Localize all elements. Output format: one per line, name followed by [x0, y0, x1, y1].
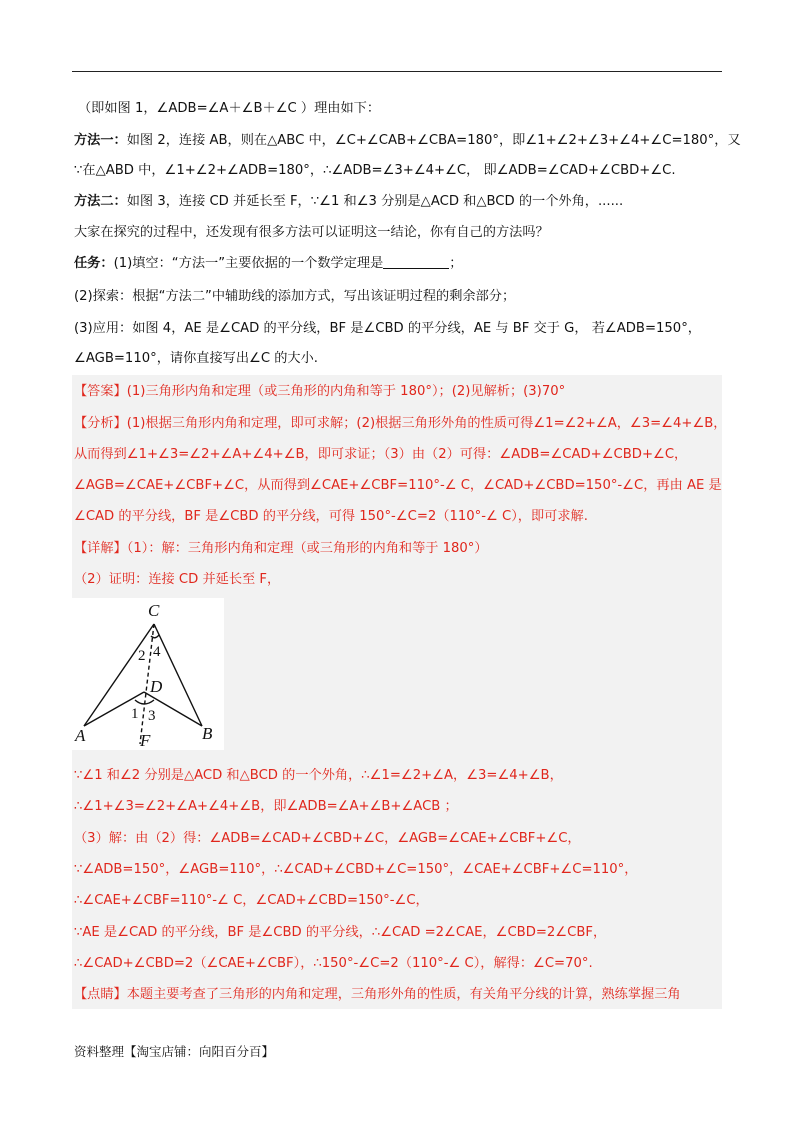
analysis-line-4: ∠CAD 的平分线，BF 是∠CBD 的平分线，可得 150°-∠C=2（110°-∠ C），即可求解. — [74, 509, 588, 524]
task-three-continued: ∠AGB=110°，请你直接写出∠C 的大小. — [74, 351, 318, 366]
task-two: (2)探索：根据“方法二”中辅助线的添加方式，写出该证明过程的剩余部分； — [74, 289, 516, 304]
answer-line — [74, 383, 724, 401]
task-three: (3)应用：如图 4，AE 是∠CAD 的平分线，BF 是∠CBD 的平分线，AE 与 BF 交于 G， 若∠ADB=150°， — [74, 321, 701, 336]
proof-line-5: ∴∠CAE+∠CBF=110°-∠ C，∠CAD+∠CBD=150°-∠C， — [74, 893, 429, 908]
problem-intro: （即如图 1，∠ADB=∠A＋∠B＋∠C ）理由如下： — [78, 101, 381, 116]
proof-line-2: ∴∠1+∠3=∠2+∠A+∠4+∠B，即∠ADB=∠A+∠B+∠ACB ； — [74, 799, 458, 814]
label-d: D — [150, 677, 163, 696]
label-f: F — [140, 731, 151, 750]
task-one — [74, 255, 724, 273]
answer-text: (1)三角形内角和定理（或三角形的内角和等于 180°）；(2)见解析；(3)70° — [126, 384, 566, 399]
detail-line-2: （2）证明：连接 CD 并延长至 F， — [74, 572, 281, 587]
analysis-line-2: 从而得到∠1+∠3=∠2+∠A+∠4+∠B，即可求证；（3）由（2）可得：∠ADB=∠CAD+∠CBD+∠C， — [74, 447, 688, 462]
remark-text: 本题主要考查了三角形的内角和定理，三角形外角的性质，有关角平分线的计算，熟练掌握三角 — [126, 987, 681, 1002]
method-two-text: 如图 3，连接 CD 并延长至 F，∵∠1 和∠3 分别是△ACD 和△BCD 的一个外角，...... — [126, 194, 624, 209]
detail-tag: 【详解】 — [74, 541, 127, 556]
analysis-line-1 — [74, 415, 727, 433]
answer-tag: 【答案】 — [74, 384, 127, 399]
label-c: C — [148, 601, 160, 620]
detail-text-1: （1）：解：三角形内角和定理（或三角形的内角和等于 180°） — [126, 541, 488, 556]
task-label: 任务： — [74, 256, 114, 271]
label-2: 2 — [138, 648, 146, 664]
detail-line-1 — [74, 540, 724, 558]
task-one-end: ； — [449, 256, 463, 271]
explore-text: 大家在探究的过程中，还发现有很多方法可以证明这一结论，你有自己的方法吗？ — [74, 225, 549, 240]
task-one-text: (1)填空：“方法一”主要依据的一个数学定理是 — [113, 256, 384, 271]
label-4: 4 — [153, 644, 161, 660]
method-one-continued: ∵在△ABD 中，∠1+∠2+∠ADB=180°，∴∠ADB=∠3+∠4+∠C， 即∠ADB=∠CAD+∠CBD+∠C. — [74, 163, 676, 178]
analysis-line-3: ∠AGB=∠CAE+∠CBF+∠C，从而得到∠CAE+∠CBF=110°-∠ C，∠CAD+∠CBD=150°-∠C，再由 AE 是 — [74, 478, 722, 493]
proof-line-1: ∵∠1 和∠2 分别是△ACD 和△BCD 的一个外角，∴∠1=∠2+∠A，∠3=∠4+∠B， — [74, 768, 563, 783]
method-one — [74, 132, 741, 150]
remark-tag: 【点睛】 — [74, 987, 127, 1002]
label-a: A — [75, 726, 86, 745]
method-two-label: 方法二： — [74, 194, 127, 209]
header-rule — [72, 71, 722, 72]
analysis-tag: 【分析】 — [74, 416, 127, 431]
geometry-figure — [72, 598, 224, 750]
proof-line-3: （3）解：由（2）得：∠ADB=∠CAD+∠CBD+∠C，∠AGB=∠CAE+∠CBF+∠C， — [74, 831, 581, 846]
label-b: B — [202, 724, 213, 743]
footer-note: 资料整理【淘宝店铺：向阳百分百】 — [74, 1044, 275, 1059]
proof-line-7: ∴∠CAD+∠CBD=2（∠CAE+∠CBF），∴150°-∠C=2（110°-∠ C），解得：∠C=70°. — [74, 956, 593, 971]
answer-blank — [383, 256, 449, 269]
label-3: 3 — [148, 708, 156, 724]
remark-line — [74, 986, 724, 1004]
proof-line-4: ∵∠ADB=150°，∠AGB=110°，∴∠CAD+∠CBD+∠C=150°，∠CAE+∠CBF+∠C=110°， — [74, 862, 638, 877]
method-two — [74, 193, 724, 211]
proof-line-6: ∵AE 是∠CAD 的平分线，BF 是∠CBD 的平分线，∴∠CAD =2∠CAE，∠CBD=2∠CBF， — [74, 925, 607, 940]
analysis-text-1: (1)根据三角形内角和定理，即可求解；(2)根据三角形外角的性质可得∠1=∠2+∠A，∠3=∠4+∠B， — [126, 416, 727, 431]
method-one-label: 方法一： — [74, 133, 127, 148]
label-1: 1 — [131, 706, 139, 722]
method-one-text: 如图 2，连接 AB，则在△ABC 中，∠C+∠CAB+∠CBA=180°，即∠1+∠2+∠3+∠4+∠C=180°，又 — [126, 133, 741, 148]
